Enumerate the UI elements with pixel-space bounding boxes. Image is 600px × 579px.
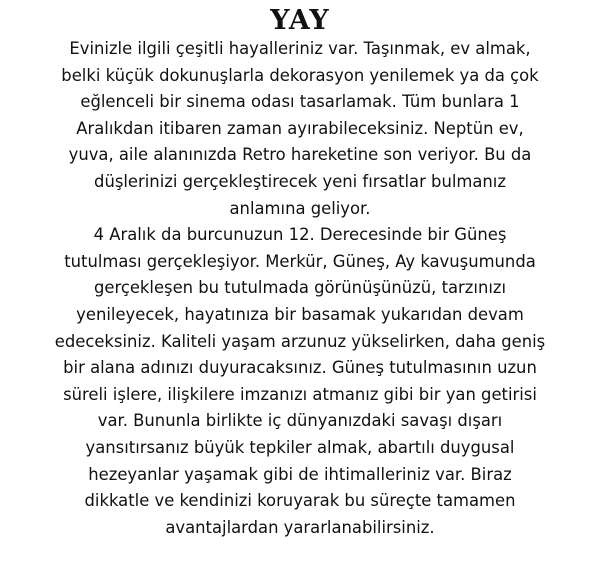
text-line: yansıtırsanız büyük tepkiler almak, abartılı duygusal: [85, 437, 515, 457]
text-line: süreli işlere, ilişkilere imzanızı atmanız gibi bir yan getirisi: [63, 384, 537, 404]
text-line: avantajlardan yararlanabilirsiniz.: [165, 517, 435, 537]
text-line: Aralıkdan itibaren zaman ayırabileceksiniz. Neptün ev,: [76, 118, 524, 138]
horoscope-text: [6, 36, 594, 541]
text-line: 4 Aralık da burcunuzun 12. Derecesinde bir Güneş: [93, 225, 507, 245]
text-line: belki küçük dokunuşlarla dekorasyon yenilemek ya da çok: [61, 65, 539, 85]
text-line: eğlenceli bir sinema odası tasarlamak. Tüm bunlara 1: [80, 92, 520, 112]
text-line: var. Bununla birlikte iç dünyanızdaki savaşı dışarı: [97, 411, 503, 431]
text-line: dikkatle ve kendinizi koruyarak bu süreçte tamamen: [84, 491, 516, 511]
text-line: bir alana adınızı duyuracaksınız. Güneş tutulmasının uzun: [63, 358, 537, 378]
text-line: tutulması gerçekleşiyor. Merkür, Güneş, Ay kavuşumunda: [64, 251, 536, 271]
text-line: gerçekleşen bu tutulmada görünüşünüzü, tarzınızı: [93, 278, 507, 298]
text-line: Evinizle ilgili çeşitli hayalleriniz var. Taşınmak, ev almak,: [69, 39, 531, 58]
text-line: yuva, aile alanınızda Retro hareketine son veriyor. Bu da: [68, 145, 532, 165]
text-line: düşlerinizi gerçekleştirecek yeni fırsatlar bulmanız: [94, 171, 506, 191]
page-title: YAY: [270, 5, 330, 36]
text-line: anlamına geliyor.: [229, 198, 371, 218]
text-line: edeceksiniz. Kaliteli yaşam arzunuz yükselirken, daha geniş: [54, 331, 546, 351]
text-line: yenileyecek, hayatınıza bir basamak yukarıdan devam: [76, 304, 524, 324]
text-line: hezeyanlar yaşamak gibi de ihtimalleriniz var. Biraz: [88, 464, 512, 484]
